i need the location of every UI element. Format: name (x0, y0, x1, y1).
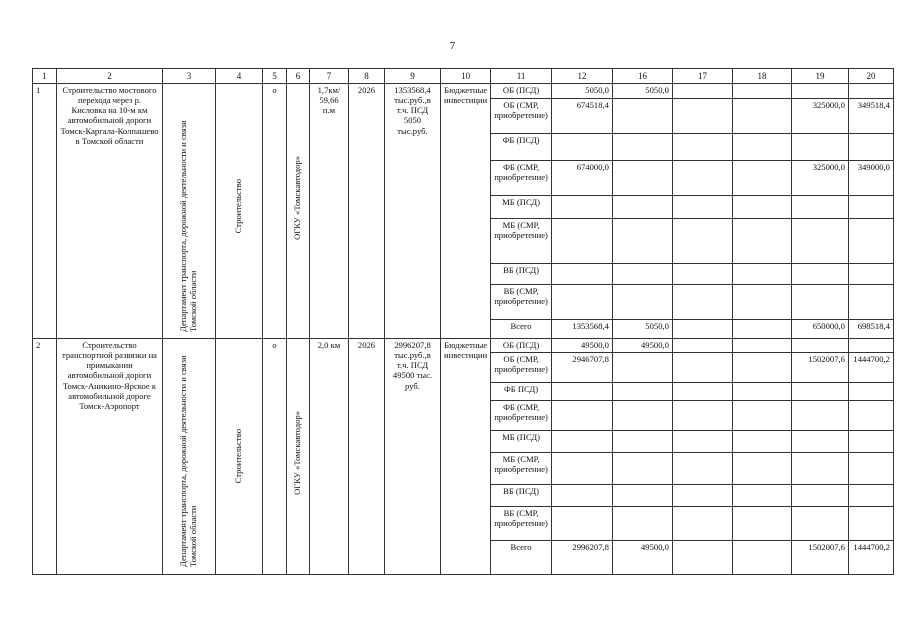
amount-cell (732, 383, 791, 401)
column-number: 19 (791, 69, 848, 84)
amount-cell (848, 133, 893, 160)
amount-cell (732, 84, 791, 99)
column-number: 4 (216, 69, 263, 84)
amount-cell (551, 264, 612, 285)
department-cell (163, 84, 216, 339)
amount-cell (672, 339, 732, 353)
amount-cell: 698518,4 (848, 320, 893, 339)
amount-cell (672, 320, 732, 339)
amount-cell (791, 285, 848, 320)
project-name: Строительство мостового перехода через р. Кисловка на 10-м км автомобильной дороги Томск-Каргала-Колпашево в Томской области (57, 84, 163, 339)
amount-cell: 1353568,4 (551, 320, 612, 339)
amount-cell (732, 264, 791, 285)
column-number: 7 (310, 69, 349, 84)
amount-cell: 49500,0 (612, 541, 672, 575)
amount-cell (612, 431, 672, 453)
amount-cell: 674000,0 (551, 160, 612, 195)
amount-cell: 325000,0 (791, 160, 848, 195)
amount-cell (672, 353, 732, 383)
amount-cell: 49500,0 (612, 339, 672, 353)
funding-source: ОБ (ПСД) (491, 339, 552, 353)
amount-cell (732, 541, 791, 575)
funding-source: ВБ (СМР, приобретение) (491, 507, 552, 541)
amount-cell (551, 485, 612, 507)
table-row (33, 339, 894, 353)
amount-cell (791, 507, 848, 541)
amount-cell (732, 320, 791, 339)
funding-source: ВБ (СМР, приобретение) (491, 285, 552, 320)
project-name: Строительство транспортной развязки на примыкании автомобильной дороги Томск-Аникино-Ярское к автомобильной дороге Томск-Аэропорт (57, 339, 163, 575)
amount-cell (612, 218, 672, 264)
amount-cell (732, 507, 791, 541)
amount-cell (672, 401, 732, 431)
amount-cell (732, 431, 791, 453)
amount-cell (612, 133, 672, 160)
column-number: 10 (441, 69, 491, 84)
column-number: 18 (732, 69, 791, 84)
investment-type: Бюджетные инвестиции (441, 84, 491, 339)
column-number-row (33, 69, 894, 84)
amount-cell (672, 285, 732, 320)
amount-cell (672, 383, 732, 401)
amount-cell (672, 507, 732, 541)
amount-cell (848, 453, 893, 485)
column-number: 3 (163, 69, 216, 84)
amount-cell: 650000,0 (791, 320, 848, 339)
amount-cell (848, 485, 893, 507)
amount-cell (612, 485, 672, 507)
amount-cell (612, 160, 672, 195)
amount-cell (672, 541, 732, 575)
amount-cell (791, 485, 848, 507)
amount-cell (732, 195, 791, 218)
amount-cell (732, 485, 791, 507)
amount-cell (732, 353, 791, 383)
amount-cell: 5050,0 (612, 84, 672, 99)
amount-cell (848, 401, 893, 431)
amount-cell: 349000,0 (848, 160, 893, 195)
amount-cell (612, 285, 672, 320)
amount-cell (612, 453, 672, 485)
table-row (33, 84, 894, 99)
amount-cell: 5050,0 (551, 84, 612, 99)
executor-name: ОГКУ «Томскавтодор» (292, 411, 303, 495)
work-type: Строительство (233, 179, 244, 234)
column-number: 12 (551, 69, 612, 84)
amount-cell (791, 264, 848, 285)
executor-name: ОГКУ «Томскавтодор» (292, 156, 303, 240)
completion-year: 2026 (349, 84, 385, 339)
funding-source: МБ (СМР, приобретение) (491, 218, 552, 264)
column-number: 8 (349, 69, 385, 84)
estimated-cost: 2996207,8 тыс.руб.,в т.ч. ПСД 49500 тыс. руб. (385, 339, 441, 575)
amount-cell (791, 431, 848, 453)
amount-cell (551, 218, 612, 264)
page-number: 7 (449, 40, 456, 52)
amount-cell (612, 264, 672, 285)
funding-source: ВБ (ПСД) (491, 264, 552, 285)
column-number: 6 (287, 69, 310, 84)
amount-cell (672, 160, 732, 195)
department-cell (163, 339, 216, 575)
amount-cell (672, 264, 732, 285)
column-number: 17 (672, 69, 732, 84)
capacity: 2,0 км (310, 339, 349, 575)
completion-year: 2026 (349, 339, 385, 575)
amount-cell (672, 453, 732, 485)
amount-cell: 2996207,8 (551, 541, 612, 575)
amount-cell (732, 453, 791, 485)
department-name: Департамент транспорта, дорожной деятельности и связи Томской области (178, 355, 198, 567)
funding-source: Всего (491, 541, 552, 575)
estimated-cost: 1353568,4 тыс.руб.,в т.ч. ПСД 5050 тыс.руб. (385, 84, 441, 339)
column-number: 9 (385, 69, 441, 84)
amount-cell: 2946707,8 (551, 353, 612, 383)
amount-cell (551, 195, 612, 218)
amount-cell (672, 84, 732, 99)
amount-cell (848, 264, 893, 285)
amount-cell (672, 133, 732, 160)
amount-cell (848, 431, 893, 453)
amount-cell (551, 453, 612, 485)
funding-source: МБ (СМР, приобретение) (491, 453, 552, 485)
column-5-value: о (263, 339, 287, 575)
amount-cell (848, 339, 893, 353)
executor-cell (287, 84, 310, 339)
amount-cell (612, 98, 672, 133)
amount-cell (672, 485, 732, 507)
amount-cell (732, 339, 791, 353)
amount-cell (848, 195, 893, 218)
amount-cell (791, 383, 848, 401)
amount-cell: 674518,4 (551, 98, 612, 133)
funding-source: ФБ ПСД) (491, 383, 552, 401)
amount-cell (612, 195, 672, 218)
amount-cell (672, 98, 732, 133)
amount-cell (848, 383, 893, 401)
amount-cell (848, 84, 893, 99)
work-type: Строительство (233, 429, 244, 484)
funding-source: ОБ (ПСД) (491, 84, 552, 99)
amount-cell (551, 383, 612, 401)
amount-cell (612, 353, 672, 383)
amount-cell: 49500,0 (551, 339, 612, 353)
amount-cell (732, 133, 791, 160)
investment-table (32, 68, 894, 575)
amount-cell (791, 453, 848, 485)
amount-cell (551, 285, 612, 320)
funding-source: ВБ (ПСД) (491, 485, 552, 507)
work-type-cell (216, 84, 263, 339)
amount-cell: 5050,0 (612, 320, 672, 339)
amount-cell (791, 401, 848, 431)
funding-source: ФБ (СМР, приобретение) (491, 401, 552, 431)
funding-source: ОБ (СМР, приобретение) (491, 98, 552, 133)
amount-cell (551, 401, 612, 431)
amount-cell: 1502007,6 (791, 353, 848, 383)
project-number: 2 (33, 339, 57, 575)
funding-source: МБ (ПСД) (491, 195, 552, 218)
funding-source: МБ (ПСД) (491, 431, 552, 453)
column-number: 2 (57, 69, 163, 84)
column-number: 20 (848, 69, 893, 84)
amount-cell: 325000,0 (791, 98, 848, 133)
column-number: 1 (33, 69, 57, 84)
column-number: 5 (263, 69, 287, 84)
amount-cell: 1444700,2 (848, 353, 893, 383)
funding-source: Всего (491, 320, 552, 339)
amount-cell (791, 339, 848, 353)
amount-cell (551, 431, 612, 453)
amount-cell (848, 218, 893, 264)
amount-cell (732, 218, 791, 264)
department-name: Департамент транспорта, дорожной деятельности и связи Томской области (178, 120, 198, 332)
amount-cell (551, 133, 612, 160)
funding-source: ОБ (СМР, приобретение) (491, 353, 552, 383)
amount-cell (672, 431, 732, 453)
amount-cell (791, 218, 848, 264)
investment-type: Бюджетные инвестиции (441, 339, 491, 575)
amount-cell (791, 133, 848, 160)
amount-cell (732, 160, 791, 195)
amount-cell: 1444700,2 (848, 541, 893, 575)
amount-cell: 1502007,6 (791, 541, 848, 575)
project-number: 1 (33, 84, 57, 339)
amount-cell (551, 507, 612, 541)
amount-cell (791, 195, 848, 218)
amount-cell: 349518,4 (848, 98, 893, 133)
work-type-cell (216, 339, 263, 575)
column-5-value: о (263, 84, 287, 339)
amount-cell (848, 507, 893, 541)
column-number: 16 (612, 69, 672, 84)
capacity: 1,7км/ 59,66 п.м (310, 84, 349, 339)
amount-cell (612, 507, 672, 541)
funding-source: ФБ (СМР, приобретение) (491, 160, 552, 195)
executor-cell (287, 339, 310, 575)
amount-cell (672, 195, 732, 218)
amount-cell (732, 98, 791, 133)
amount-cell (672, 218, 732, 264)
column-number: 11 (491, 69, 552, 84)
funding-source: ФБ (ПСД) (491, 133, 552, 160)
amount-cell (732, 401, 791, 431)
amount-cell (612, 401, 672, 431)
amount-cell (791, 84, 848, 99)
amount-cell (612, 383, 672, 401)
amount-cell (848, 285, 893, 320)
amount-cell (732, 285, 791, 320)
